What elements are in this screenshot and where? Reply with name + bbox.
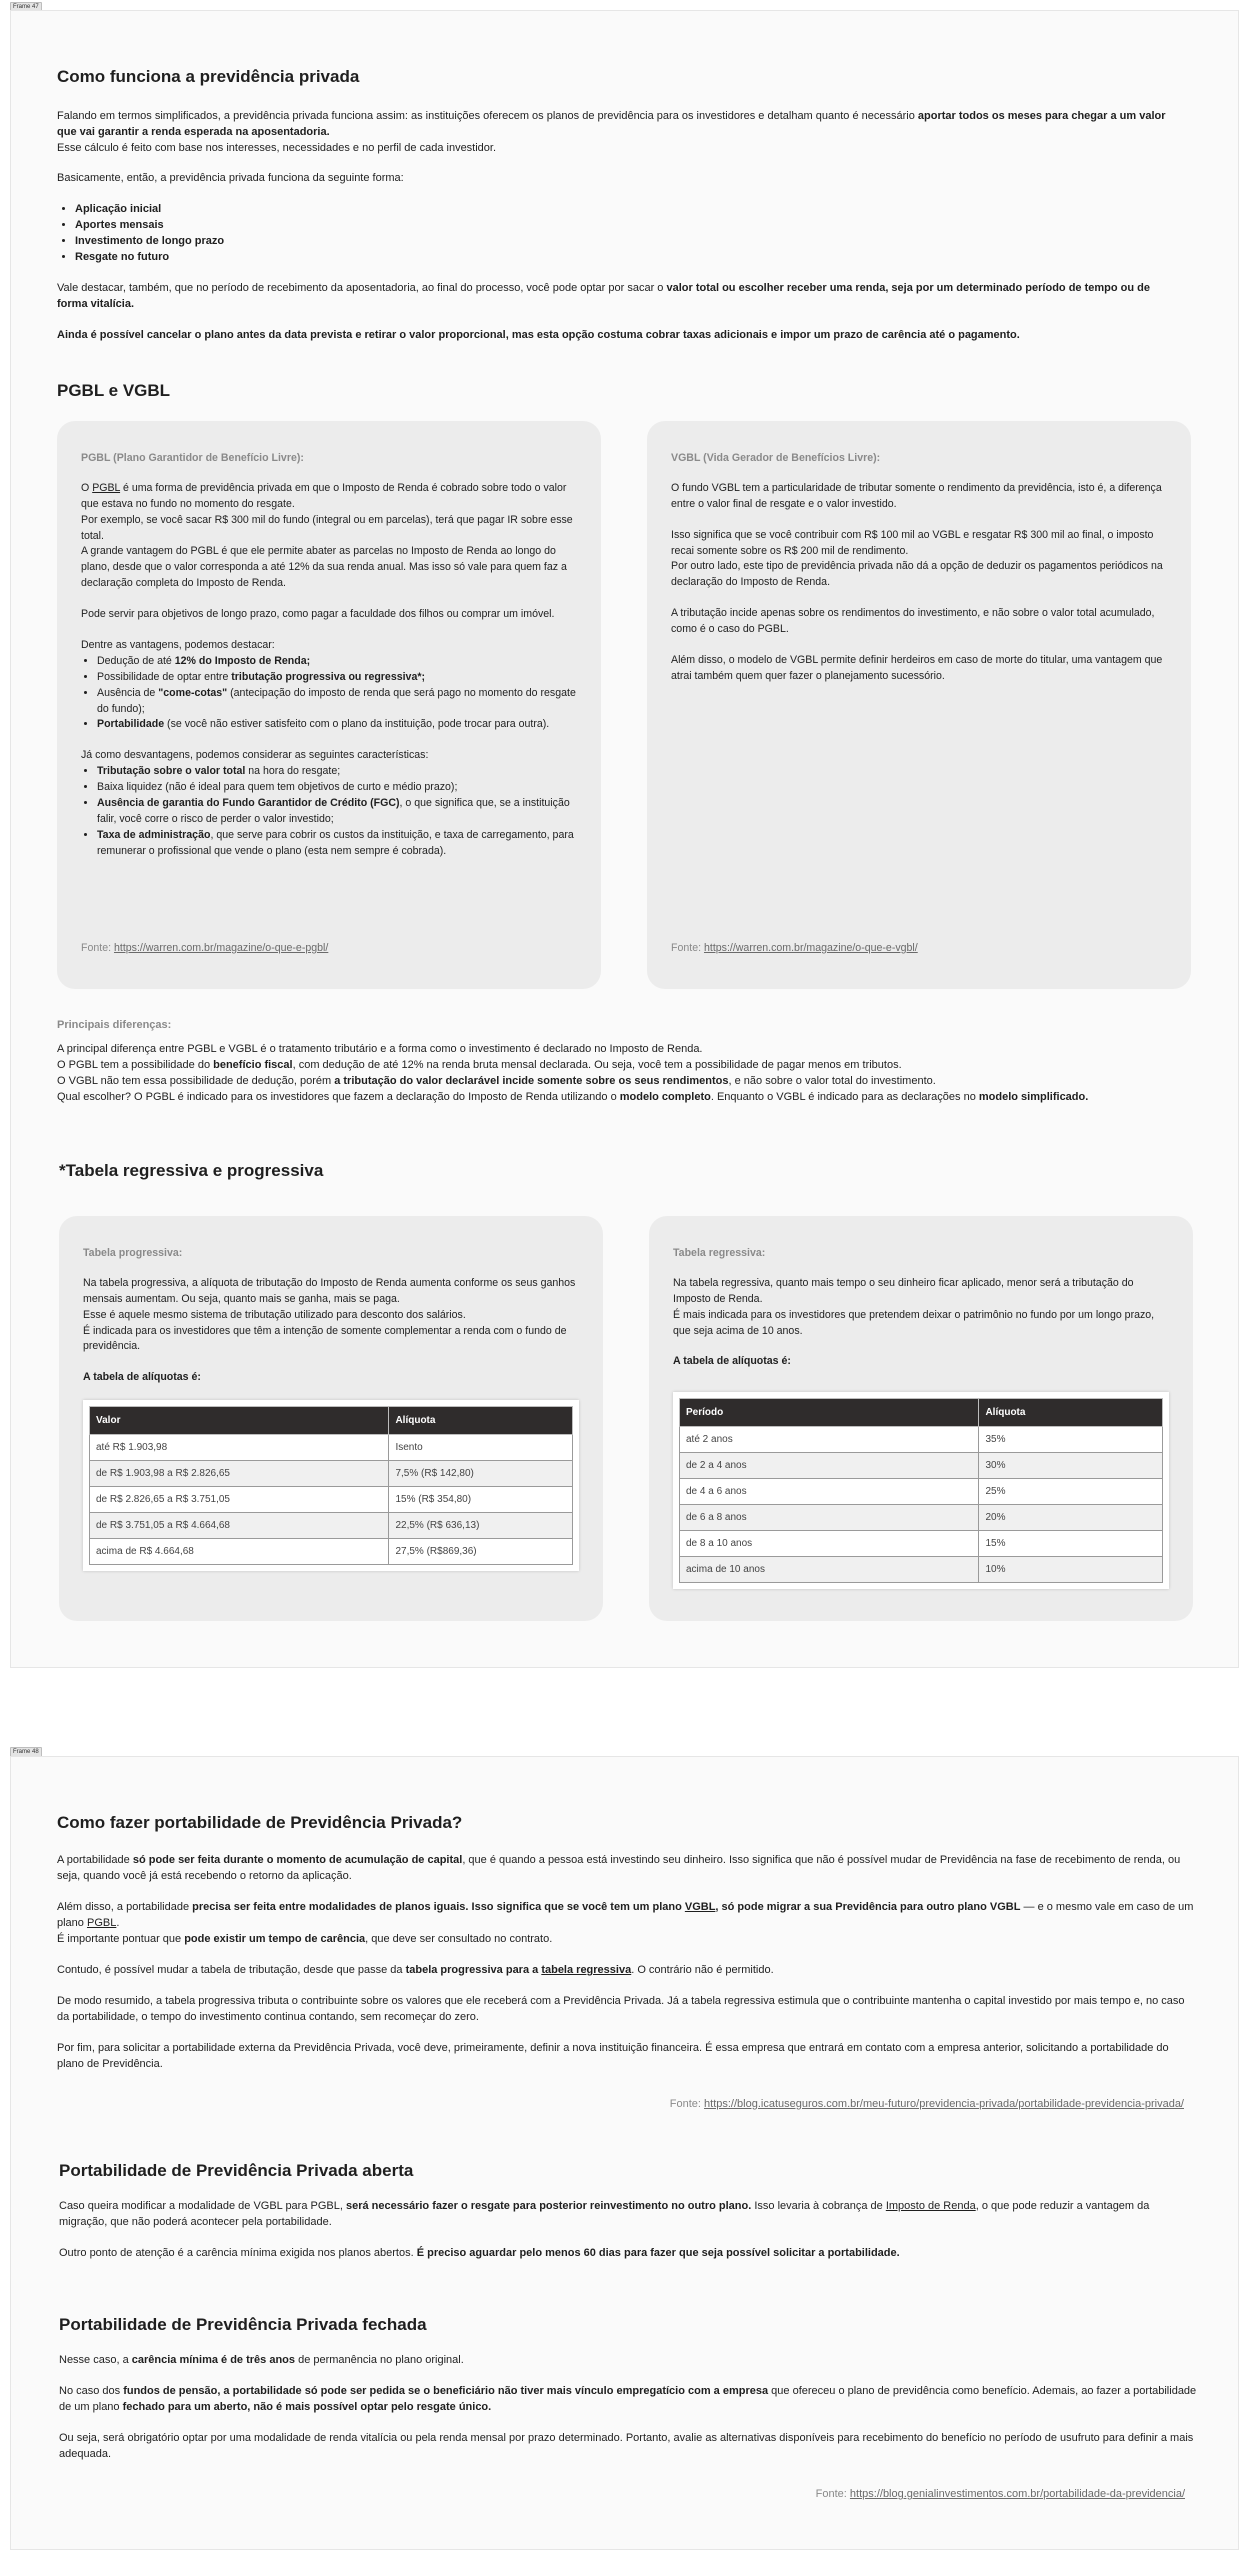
- paragraph: Na tabela progressiva, a alíquota de tributação do Imposto de Renda aumenta conforme os seus ganhos mensais aumentam. Ou seja, quanto mais se ganha, mais se paga. Esse é aquele mesmo sistema de tributação utilizado para desconto dos salários. É indicada para os investidores que têm a intenção de somente complementar a renda com o fundo de previdência.: [83, 1276, 576, 1353]
- differences-section: [57, 1018, 1181, 1106]
- advantages-title: Dentre as vantagens, podemos destacar:: [81, 639, 275, 652]
- section-title: Portabilidade de Previdência Privada fechada: [59, 2315, 427, 2334]
- table-row: [90, 1435, 573, 1461]
- paragraph: Por fim, para solicitar a portabilidade externa da Previdência Privada, você deve, primeiramente, definir a nova instituição financeira. É essa empresa que entrará em contato com a empresa anterior, solicitando a portabilidade do plano de Previdência.: [57, 2041, 1169, 2070]
- card-title: Tabela regressiva:: [673, 1247, 766, 1259]
- progressive-table-wrap: [83, 1400, 579, 1571]
- source-line: Fonte: https://warren.com.br/magazine/o-que-e-vgbl/: [671, 942, 918, 954]
- table-cell: 35%: [979, 1427, 1163, 1453]
- tables-title-block: [59, 1161, 1183, 1181]
- list-item: • Baixa liquidez (não é ideal para quem tem objetivos de curto e médio prazo);: [97, 780, 577, 796]
- list-item: • Investimento de longo prazo: [75, 234, 1181, 250]
- list-item: • Taxa de administração, que serve para cobrir os custos da instituição, e taxa de carregamento, para remunerar o profissional que vende o plano (esta nem sempre é cobrada).: [97, 828, 577, 860]
- source-line: Fonte: https://blog.genialinvestimentos.com.br/portabilidade-da-previdencia/: [815, 2488, 1185, 2501]
- regressive-card: [649, 1216, 1193, 1621]
- paragraph: A tributação incide apenas sobre os rendimentos do investimento, e não sobre o valor total acumulado, como é o caso do PGBL.: [671, 607, 1155, 636]
- list-item: • Ausência de "come-cotas" (antecipação do imposto de renda que será pago no momento do resgate do fundo);: [97, 686, 577, 718]
- paragraph: Além disso, a portabilidade precisa ser feita entre modalidades de planos iguais. Isso significa que se você tem um plano VGBL, só pode migrar a sua Previdência para outro plano VGBL — e o mesmo vale em caso de um plano PGBL. É importante pontuar que pode existir um tempo de carência, que deve ser consultado no contrato.: [57, 1901, 1194, 1946]
- section-title: Como funciona a previdência privada: [57, 67, 360, 86]
- paragraph: A portabilidade só pode ser feita durante o momento de acumulação de capital, que é quando a pessoa está investindo seu dinheiro. Isso significa que não é possível mudar de Previdência na fase de recebimento de renda, ou seja, quando você já está recebendo o retorno da aplicação.: [57, 1854, 1181, 1883]
- content-frame-2: [10, 1756, 1239, 2550]
- table-subtitle: A tabela de alíquotas é:: [673, 1355, 791, 1368]
- table-row: [90, 1461, 573, 1487]
- source-link[interactable]: https://warren.com.br/magazine/o-que-e-pgbl/: [113, 942, 329, 954]
- regressive-table-link[interactable]: tabela regressiva: [541, 1964, 632, 1977]
- pgbl-link[interactable]: PGBL: [86, 1917, 117, 1930]
- table-cell: de R$ 3.751,05 a R$ 4.664,68: [90, 1513, 389, 1539]
- list-item: • Tributação sobre o valor total na hora do resgate;: [97, 764, 577, 780]
- paragraph: Caso queira modificar a modalidade de VGBL para PGBL, será necessário fazer o resgate para posterior reinvestimento no outro plano. Isso levaria à cobrança de Imposto de Renda, o que pode reduzir a vantagem da migração, que não poderá acontecer pela portabilidade.: [59, 2200, 1150, 2229]
- source-link[interactable]: https://blog.genialinvestimentos.com.br/portabilidade-da-previdencia/: [849, 2488, 1185, 2501]
- list-item: • Possibilidade de optar entre tributação progressiva ou regressiva*;: [97, 670, 577, 686]
- table-cell: 10%: [979, 1557, 1163, 1583]
- table-cell: 22,5% (R$ 636,13): [389, 1513, 573, 1539]
- paragraph: No caso dos fundos de pensão, a portabilidade só pode ser pedida se o beneficiário não tiver mais vínculo empregatício com a empresa que ofereceu o plano de previdência como benefício. Ademais, ao fazer a portabilidade de um plano fechado para um aberto, não é mais possível optar pelo resgate único.: [59, 2385, 1197, 2414]
- card-title: Tabela progressiva:: [83, 1247, 183, 1259]
- advantages-list: [81, 654, 577, 733]
- table-row: [680, 1479, 1163, 1505]
- table-cell: de 8 a 10 anos: [680, 1531, 979, 1557]
- section-pgbl-vgbl-title: [57, 381, 1181, 401]
- source-link[interactable]: https://blog.icatuseguros.com.br/meu-futuro/previdencia-privada/portabilidade-previdencia-privada/: [704, 2097, 1184, 2110]
- paragraph: Isso significa que se você contribuir com R$ 100 mil ao VGBL e resgatar R$ 300 mil ao final, o imposto recai somente sobre os R$ 200 mil de rendimento. Por outro lado, este tipo de previdência privada não dá a opção de deduzir os pagamentos periódicos na declaração do Imposto de Renda.: [671, 528, 1163, 589]
- table-cell: acima de 10 anos: [680, 1557, 979, 1583]
- table-cell: até R$ 1.903,98: [90, 1435, 389, 1461]
- paragraph: Nesse caso, a carência mínima é de três anos de permanência no plano original.: [59, 2354, 464, 2367]
- frame-tag: Frame 47: [10, 2, 42, 12]
- table-cell: 25%: [979, 1479, 1163, 1505]
- table-cell: 15% (R$ 354,80): [389, 1487, 573, 1513]
- table-row: [680, 1505, 1163, 1531]
- card-title: VGBL (Vida Gerador de Benefícios Livre):: [671, 452, 881, 464]
- column-header: Alíquota: [979, 1399, 1163, 1427]
- section-title: Como fazer portabilidade de Previdência Privada?: [57, 1813, 463, 1832]
- source-line: Fonte: https://warren.com.br/magazine/o-que-e-pgbl/: [81, 942, 329, 954]
- regressive-table: [679, 1398, 1163, 1583]
- open-portability-section: [59, 2161, 1199, 2277]
- paragraph: Vale destacar, também, que no período de recebimento da aposentadoria, ao final do processo, você pode optar por sacar o valor total ou escolher receber uma renda, seja por um determinado período de tempo ou de forma vitalícia.: [57, 281, 1150, 310]
- table-header-row: [90, 1407, 573, 1435]
- paragraph: O fundo VGBL tem a particularidade de tributar somente o rendimento da previdência, isto é, a diferença entre o valor final de resgate e o valor investido.: [671, 481, 1162, 510]
- progressive-table: [89, 1406, 573, 1565]
- table-cell: de 6 a 8 anos: [680, 1505, 979, 1531]
- vgbl-link[interactable]: VGBL: [684, 1901, 716, 1914]
- list-item: • Aportes mensais: [75, 218, 1181, 234]
- table-subtitle: A tabela de alíquotas é:: [83, 1371, 201, 1384]
- differences-title: Principais diferenças:: [57, 1019, 172, 1031]
- table-header-row: [680, 1399, 1163, 1427]
- paragraph: Contudo, é possível mudar a tabela de tributação, desde que passe da tabela progressiva para a tabela regressiva. O contrário não é permitido.: [57, 1964, 774, 1977]
- paragraph: Além disso, o modelo de VGBL permite definir herdeiros em caso de morte do titular, uma vantagem que atrai também quem quer fazer o planejamento sucessório.: [671, 654, 1163, 682]
- closed-portability-section: [59, 2315, 1199, 2503]
- section-how-it-works: [57, 67, 1181, 359]
- regressive-table-wrap: [673, 1392, 1169, 1589]
- section-title: Portabilidade de Previdência Privada aberta: [59, 2161, 414, 2180]
- list-item: • Ausência de garantia do Fundo Garantidor de Crédito (FGC), o que significa que, se a instituição falir, você corre o risco de perder o valor investido;: [97, 796, 577, 828]
- disadvantages-list: [81, 764, 577, 859]
- paragraph: A principal diferença entre PGBL e VGBL é o tratamento tributário e a forma como o investimento é declarado no Imposto de Renda. O PGBL tem a possibilidade do benefício fiscal, com dedução de até 12% na renda bruta mensal declarada. Ou seja, você tem a possibilidade de pagar menos em tributos. O VGBL não tem essa possibilidade de dedução, porém a tributação do valor declarável incide somente sobre os seus rendimentos, e não sobre o valor total do investimento. Qual escolher? O PGBL é indicado para os investidores que fazem a declaração do Imposto de Renda utilizando o modelo completo. Enquanto o VGBL é indicado para as declarações no modelo simplificado.: [57, 1042, 1089, 1103]
- vgbl-card: [647, 421, 1191, 989]
- table-cell: até 2 anos: [680, 1427, 979, 1453]
- table-cell: 15%: [979, 1531, 1163, 1557]
- paragraph: Pode servir para objetivos de longo prazo, como pagar a faculdade dos filhos ou comprar um imóvel.: [81, 608, 555, 621]
- paragraph: Basicamente, então, a previdência privada funciona da seguinte forma:: [57, 172, 404, 185]
- section-title: *Tabela regressiva e progressiva: [59, 1161, 324, 1180]
- table-cell: 27,5% (R$869,36): [389, 1539, 573, 1565]
- income-tax-link[interactable]: Imposto de Renda: [885, 2200, 976, 2213]
- column-header: Período: [680, 1399, 979, 1427]
- portability-section: [57, 1813, 1197, 2113]
- source-line: Fonte: https://blog.icatuseguros.com.br/meu-futuro/previdencia-privada/portabilidade-previdencia-privada/: [669, 2097, 1184, 2110]
- paragraph: Ainda é possível cancelar o plano antes da data prevista e retirar o valor proporcional, mas esta opção costuma cobrar taxas adicionais e impor um prazo de carência até o pagamento.: [57, 328, 1020, 341]
- paragraph: O PGBL é uma forma de previdência privada em que o Imposto de Renda é cobrado sobre todo o valor que estava no fundo no momento do resgate. Por exemplo, se você sacar R$ 300 mil do fundo (integral ou em parcelas), terá que pagar IR sobre esse total. A grande vantagem do PGBL é que ele permite abater as parcelas no Imposto de Renda ao longo do plano, desde que o valor corresponda a até 12% da sua renda anual. Mas isso só vale para quem faz a declaração completa do Imposto de Renda.: [81, 481, 573, 590]
- column-header: Valor: [90, 1407, 389, 1435]
- list-item: • Dedução de até 12% do Imposto de Renda;: [97, 654, 577, 670]
- table-row: [680, 1427, 1163, 1453]
- table-cell: 20%: [979, 1505, 1163, 1531]
- card-title: PGBL (Plano Garantidor de Benefício Livre):: [81, 452, 304, 464]
- pgbl-link[interactable]: PGBL: [92, 481, 121, 494]
- content-frame-1: [10, 10, 1239, 1668]
- table-cell: 30%: [979, 1453, 1163, 1479]
- table-cell: acima de R$ 4.664,68: [90, 1539, 389, 1565]
- frame-tag: Frame 48: [10, 1747, 42, 1757]
- paragraph: Falando em termos simplificados, a previdência privada funciona assim: as instituições oferecem os planos de previdência para os investidores e detalham quanto é necessário aportar todos os meses para chegar a um valor que vai garantir a renda esperada na aposentadoria. Esse cálculo é feito com base nos interesses, necessidades e no perfil de cada investidor.: [57, 110, 1166, 155]
- section-title: PGBL e VGBL: [57, 381, 171, 400]
- table-row: [90, 1487, 573, 1513]
- table-cell: 7,5% (R$ 142,80): [389, 1461, 573, 1487]
- paragraph: De modo resumido, a tabela progressiva tributa o contribuinte sobre os valores que ele receberá com a Previdência Privada. Já a tabela regressiva estimula que o contribuinte mantenha o capital investido por mais tempo e, no caso da portabilidade, o tempo do investimento continua contando, sem recomeçar do zero.: [57, 1995, 1185, 2023]
- pgbl-card: [57, 421, 601, 989]
- table-row: [680, 1557, 1163, 1583]
- column-header: Alíquota: [389, 1407, 573, 1435]
- source-link[interactable]: https://warren.com.br/magazine/o-que-e-vgbl/: [703, 942, 918, 954]
- list-item: • Resgate no futuro: [75, 250, 1181, 266]
- progressive-card: [59, 1216, 603, 1621]
- table-cell: de 4 a 6 anos: [680, 1479, 979, 1505]
- steps-list: [57, 202, 1181, 266]
- paragraph: Ou seja, será obrigatório optar por uma modalidade de renda vitalícia ou pela renda mensal por prazo determinado. Portanto, avalie as alternativas disponíveis para recebimento do benefício no período de usufruto para definir a mais adequada.: [59, 2432, 1194, 2461]
- paragraph: Outro ponto de atenção é a carência mínima exigida nos planos abertos. É preciso aguardar pelo menos 60 dias para fazer que seja possível solicitar a portabilidade.: [59, 2247, 900, 2260]
- list-item: • Aplicação inicial: [75, 202, 1181, 218]
- table-row: [90, 1539, 573, 1565]
- list-item: • Portabilidade (se você não estiver satisfeito com o plano da instituição, pode trocar para outra).: [97, 717, 577, 733]
- table-cell: de 2 a 4 anos: [680, 1453, 979, 1479]
- table-row: [680, 1453, 1163, 1479]
- table-row: [90, 1513, 573, 1539]
- table-cell: Isento: [389, 1435, 573, 1461]
- disadvantages-title: Já como desvantagens, podemos considerar as seguintes características:: [81, 749, 429, 762]
- table-cell: de R$ 1.903,98 a R$ 2.826,65: [90, 1461, 389, 1487]
- table-cell: de R$ 2.826,65 a R$ 3.751,05: [90, 1487, 389, 1513]
- table-row: [680, 1531, 1163, 1557]
- paragraph: Na tabela regressiva, quanto mais tempo o seu dinheiro ficar aplicado, menor será a tributação do Imposto de Renda. É mais indicada para os investidores que pretendem deixar o patrimônio no fundo por um longo prazo, que seja acima de 10 anos.: [673, 1276, 1155, 1337]
